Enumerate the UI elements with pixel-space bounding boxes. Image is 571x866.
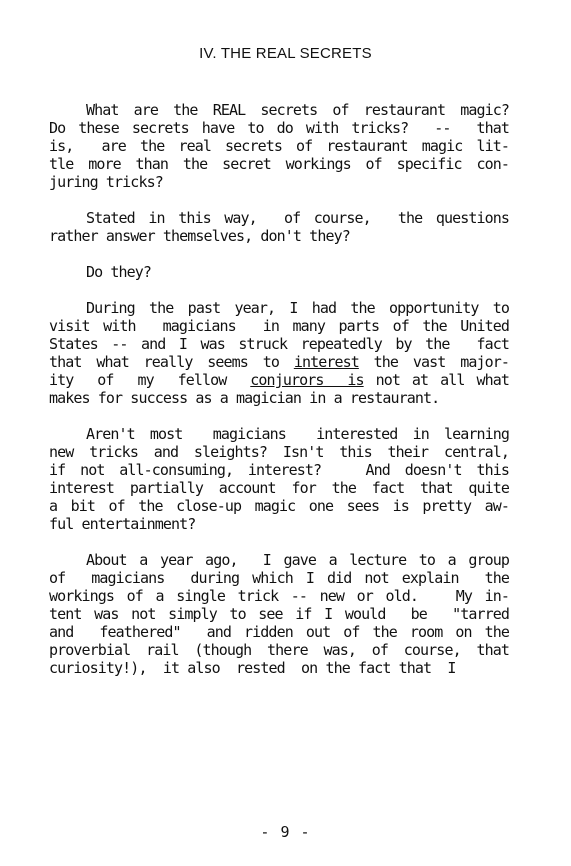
text-line: a bit of the close-up magic one sees is pretty aw- bbox=[49, 497, 509, 515]
text-line: proverbial rail (though there was, of course, that bbox=[49, 641, 509, 659]
text-line: that what really seems to interest the vast major- bbox=[49, 353, 509, 371]
text-line: ful entertainment? bbox=[49, 515, 196, 533]
paragraph bbox=[49, 425, 509, 533]
paragraph bbox=[49, 101, 509, 191]
chapter-title: IV. THE REAL SECRETS bbox=[199, 45, 372, 62]
paragraph bbox=[49, 209, 509, 245]
paragraph bbox=[49, 551, 509, 677]
text-line: Do they? bbox=[86, 263, 152, 281]
text-line: workings of a single trick -- new or old. My in- bbox=[49, 587, 509, 605]
underlined-word: interest bbox=[293, 353, 359, 371]
text-line: What are the REAL secrets of restaurant magic? bbox=[86, 101, 509, 119]
underlined-phrase: conjurors is bbox=[250, 371, 364, 389]
text-line: new tricks and sleights? Isn't this their central, bbox=[49, 443, 509, 461]
text-line: juring tricks? bbox=[49, 173, 163, 191]
text-line: curiosity!), it also rested on the fact that I bbox=[49, 659, 456, 677]
text-line: is, are the real secrets of restaurant magic lit- bbox=[49, 137, 509, 155]
page-number: - 9 - bbox=[260, 823, 311, 841]
text-line: About a year ago, I gave a lecture to a group bbox=[86, 551, 509, 569]
text-line: and feathered" and ridden out of the room on the bbox=[49, 623, 509, 641]
paragraph bbox=[49, 299, 509, 407]
text-line: Aren't most magicians interested in learning bbox=[86, 425, 509, 443]
text-line: ity of my fellow conjurors is not at all what bbox=[49, 371, 510, 389]
text-line: of magicians during which I did not explain the bbox=[49, 569, 509, 587]
text-line: tent was not simply to see if I would be "tarred bbox=[49, 605, 509, 623]
text-line: visit with magicians in many parts of the United bbox=[49, 317, 509, 335]
text-line: if not all-consuming, interest? And doesn't this bbox=[49, 461, 509, 479]
text-line: Stated in this way, of course, the questions bbox=[86, 209, 509, 227]
text-line: States -- and I was struck repeatedly by the fact bbox=[49, 335, 509, 353]
text-line: interest partially account for the fact that quite bbox=[49, 479, 509, 497]
text-line: rather answer themselves, don't they? bbox=[49, 227, 350, 245]
text-line: During the past year, I had the opportunity to bbox=[86, 299, 509, 317]
body-text bbox=[49, 101, 509, 695]
text-line: tle more than the secret workings of specific con- bbox=[49, 155, 509, 173]
text-line: Do these secrets have to do with tricks? -- that bbox=[49, 119, 509, 137]
text-line: makes for success as a magician in a restaurant. bbox=[49, 389, 440, 407]
paragraph bbox=[49, 263, 509, 281]
